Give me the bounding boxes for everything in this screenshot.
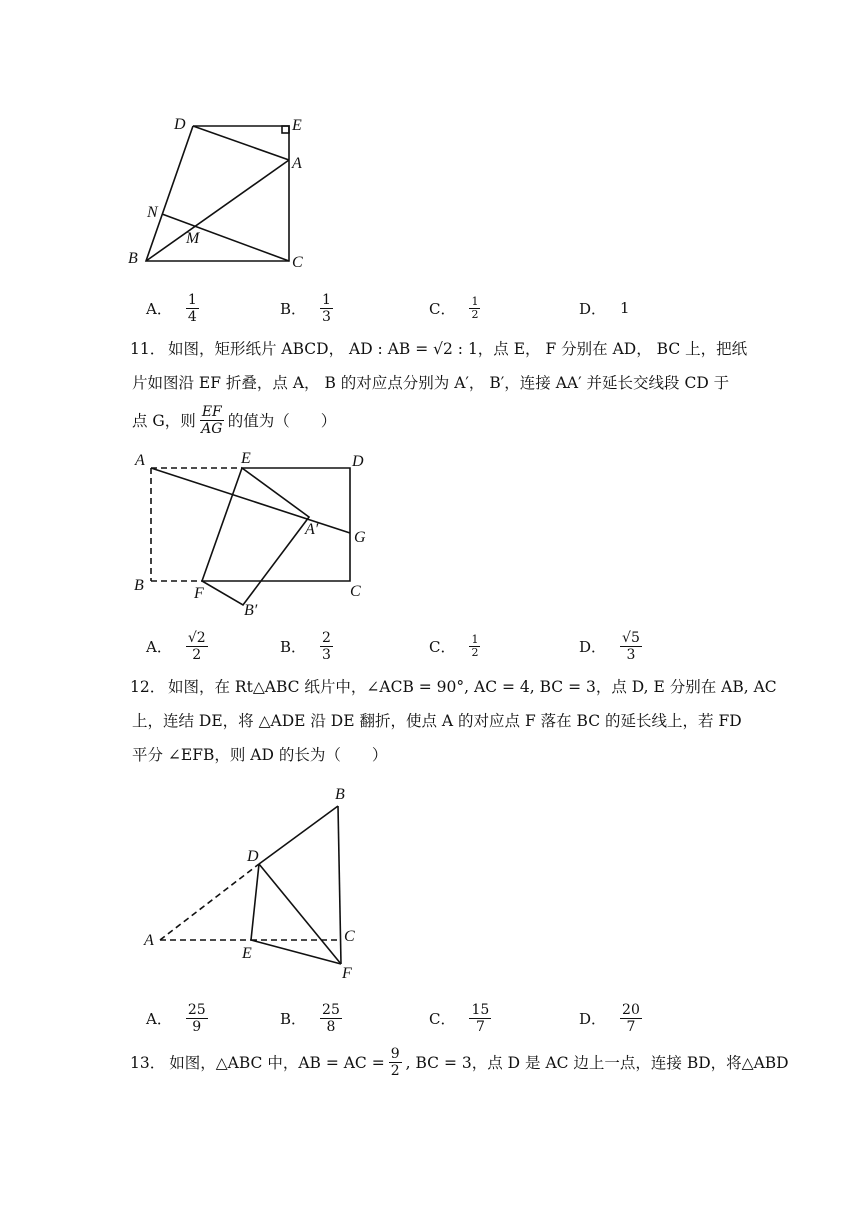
q11-label-g: G: [354, 529, 366, 546]
q11-line-3-post: 的值为（ ）: [227, 412, 337, 430]
q10-label-m: M: [186, 230, 200, 247]
option-letter: A．: [146, 299, 172, 318]
q11-label-b-prime: B′: [244, 602, 258, 619]
option-fraction: $\frac{15}{7}$: [471, 1001, 490, 1035]
option-letter: A．: [146, 637, 172, 656]
q12-label-e: E: [242, 945, 252, 962]
q11-line-1: 如图，矩形纸片 ABCD， AD : AB = √2 : 1，点 E， F 分别在 AD， BC 上，把纸: [168, 340, 748, 358]
q10-label-b: B: [128, 250, 138, 267]
q10-label-d: D: [174, 116, 186, 133]
q13-number: 13．: [130, 1054, 166, 1072]
q11-line-3-pre: 点 G，则: [132, 412, 196, 430]
q10-label-n: N: [147, 204, 158, 221]
q11-ratio-fraction: $\frac{EF}{AG}$: [201, 403, 223, 437]
q12-line-1: 如图，在 Rt△ABC 纸片中，∠ACB = 90°, AC = 4, BC = 3，点 D, E 分别在 AB, AC: [168, 678, 777, 696]
q12-number: 12．: [130, 678, 166, 696]
q11-label-a-prime: A′: [305, 521, 319, 538]
option-letter: A．: [146, 1009, 172, 1028]
q10-option-b[interactable]: [280, 288, 333, 328]
option-fraction: $\frac{√2}{2}$: [187, 629, 206, 663]
q11-option-d[interactable]: [579, 626, 642, 666]
q12-label-d: D: [247, 848, 259, 865]
q12-label-a: A: [144, 932, 154, 949]
q10-option-c[interactable]: [429, 288, 480, 328]
q10-option-d[interactable]: [579, 288, 630, 328]
q11-label-b: B: [134, 577, 144, 594]
q11-label-c: C: [350, 583, 361, 600]
q10-label-c: C: [292, 254, 303, 271]
q10-label-a: A: [292, 155, 302, 172]
q11-label-a: A: [135, 452, 145, 469]
q10-option-a[interactable]: [146, 288, 199, 328]
q11-option-c[interactable]: [429, 626, 480, 666]
option-fraction: $\frac{25}{9}$: [187, 1001, 206, 1035]
q12-option-b[interactable]: [280, 998, 342, 1038]
q13-post: , BC = 3，点 D 是 AC 边上一点，连接 BD，将△ABD: [405, 1054, 789, 1072]
option-letter: D．: [579, 637, 607, 656]
option-fraction: $\frac{2}{3}$: [322, 629, 331, 663]
q11-number: 11．: [130, 340, 166, 358]
q11-figure: [120, 448, 380, 623]
option-letter: D．: [579, 1009, 607, 1028]
q11-option-a[interactable]: [146, 626, 208, 666]
option-fraction: $\frac{√5}{3}$: [622, 629, 640, 663]
q12-option-c[interactable]: [429, 998, 491, 1038]
option-fraction: $\frac{25}{8}$: [322, 1001, 340, 1035]
option-letter: D．: [579, 299, 607, 318]
option-letter: C．: [429, 1009, 456, 1028]
q12-line-3: 平分 ∠EFB，则 AD 的长为（ ）: [132, 746, 388, 764]
option-value: 1: [620, 299, 630, 317]
q12-option-a[interactable]: [146, 998, 208, 1038]
option-letter: B．: [280, 299, 307, 318]
option-fraction: $\frac{1}{2}$: [471, 294, 479, 321]
q13-side-fraction: $\frac{9}{2}$: [390, 1045, 400, 1079]
q11-label-e: E: [241, 450, 251, 467]
option-letter: C．: [429, 299, 456, 318]
q11-line-2: 片如图沿 EF 折叠，点 A， B 的对应点分别为 A′， B′，连接 AA′ 并延长交线段 CD 于: [132, 374, 730, 392]
option-fraction: $\frac{1}{2}$: [471, 632, 479, 659]
option-letter: B．: [280, 637, 307, 656]
q13-line-1: [130, 1040, 789, 1084]
q11-label-d: D: [352, 453, 364, 470]
q10-figure: [120, 108, 320, 278]
q12-label-b: B: [335, 786, 345, 803]
option-fraction: $\frac{1}{3}$: [322, 291, 331, 325]
option-fraction: $\frac{1}{4}$: [187, 291, 197, 325]
option-letter: C．: [429, 637, 456, 656]
q11-option-b[interactable]: [280, 626, 333, 666]
q12-line-2: 上，连结 DE，将 △ADE 沿 DE 翻折，使点 A 的对应点 F 落在 BC 的延长线上，若 FD: [132, 712, 742, 730]
q11-line-3: [132, 400, 336, 440]
option-fraction: $\frac{20}{7}$: [622, 1001, 640, 1035]
q12-option-d[interactable]: [579, 998, 642, 1038]
q12-figure: [130, 780, 380, 985]
q13-pre: 如图，△ABC 中，AB = AC =: [169, 1054, 385, 1072]
option-letter: B．: [280, 1009, 307, 1028]
q12-label-c: C: [344, 928, 355, 945]
q10-label-e: E: [292, 117, 302, 134]
q12-label-f: F: [342, 965, 352, 982]
q11-label-f: F: [194, 585, 204, 602]
